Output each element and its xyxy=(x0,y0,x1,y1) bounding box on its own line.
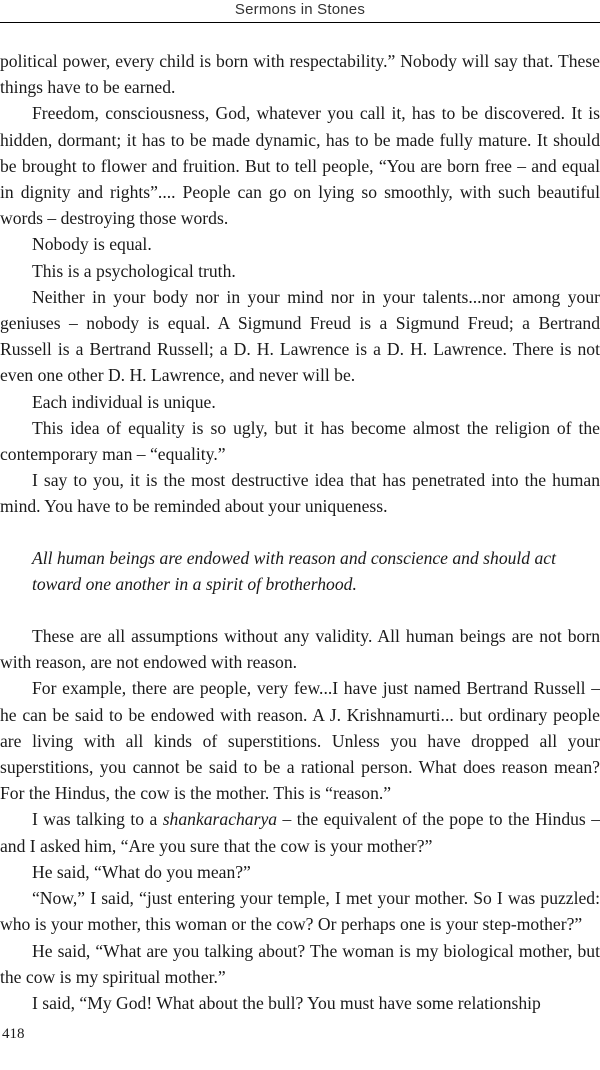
text-run: I was talking to a xyxy=(32,809,163,830)
body-text xyxy=(0,48,600,1016)
running-header: Sermons in Stones xyxy=(234,1,366,18)
paragraph: He said, “What do you mean?” xyxy=(32,861,251,882)
header-rule xyxy=(0,22,600,23)
italic-term: shankaracharya xyxy=(162,809,278,830)
block-quote: All human beings are endowed with reason and conscience and should act toward one another in a spirit of brotherhood. xyxy=(32,547,556,594)
paragraph xyxy=(0,806,600,858)
text-run: – the equivalent of the pope to the Hindus – and I asked him, “Are you sure that the cow is your mother?” xyxy=(0,809,600,856)
page-number: 418 xyxy=(2,1026,25,1042)
paragraph: These are all assumptions without any validity. All human beings are not born with reason, are not endowed with reason. xyxy=(0,626,600,673)
paragraph: This idea of equality is so ugly, but it has become almost the religion of the contemporary man – “equality.” xyxy=(0,417,600,465)
paragraph: Each individual is unique. xyxy=(32,391,216,412)
paragraph: “Now,” I said, “just entering your temple, I met your mother. So I was puzzled: who is your mother, this woman or the cow? Or perhaps one is your step-mother?” xyxy=(0,888,600,935)
paragraph: Freedom, consciousness, God, whatever you call it, has to be discovered. It is hidden, dormant; it has to be made dynamic, has to be made fully mature. It should be brought to flower and fruition. But to tell people, “You are born free – and equal in dignity and rights”.... People can go on lying so smoothly, with such beautiful words – destroying those words. xyxy=(0,103,600,229)
paragraph: For example, there are people, very few...I have just named Bertrand Russell – he can be said to be endowed with reason. A J. Krishnamurti... but ordinary people are living with all kinds of superstitions. Unless you have dropped all your superstitions, you cannot be said to be a rational person. What does reason mean? For the Hindus, the cow is the mother. This is “reason.” xyxy=(0,678,600,804)
paragraph: He said, “What are you talking about? The woman is my biological mother, but the cow is my spiritual mother.” xyxy=(0,940,600,987)
paragraph: I said, “My God! What about the bull? You must have some relationship xyxy=(32,992,541,1013)
paragraph: Neither in your body nor in your mind nor in your talents...nor among your geniuses – nobody is equal. A Sigmund Freud is a Sigmund Freud; a Bertrand Russell is a Bertrand Russell; a D. H. Lawrence is a D. H. Lawrence. There is not even one other D. H. Lawrence, and never will be. xyxy=(0,286,600,386)
paragraph: political power, every child is born with respectability.” Nobody will say that. These things have to be earned. xyxy=(0,51,600,98)
paragraph: Nobody is equal. xyxy=(32,234,152,255)
paragraph: I say to you, it is the most destructive idea that has penetrated into the human mind. You have to be reminded about your uniqueness. xyxy=(0,470,600,517)
paragraph: This is a psychological truth. xyxy=(32,260,236,281)
